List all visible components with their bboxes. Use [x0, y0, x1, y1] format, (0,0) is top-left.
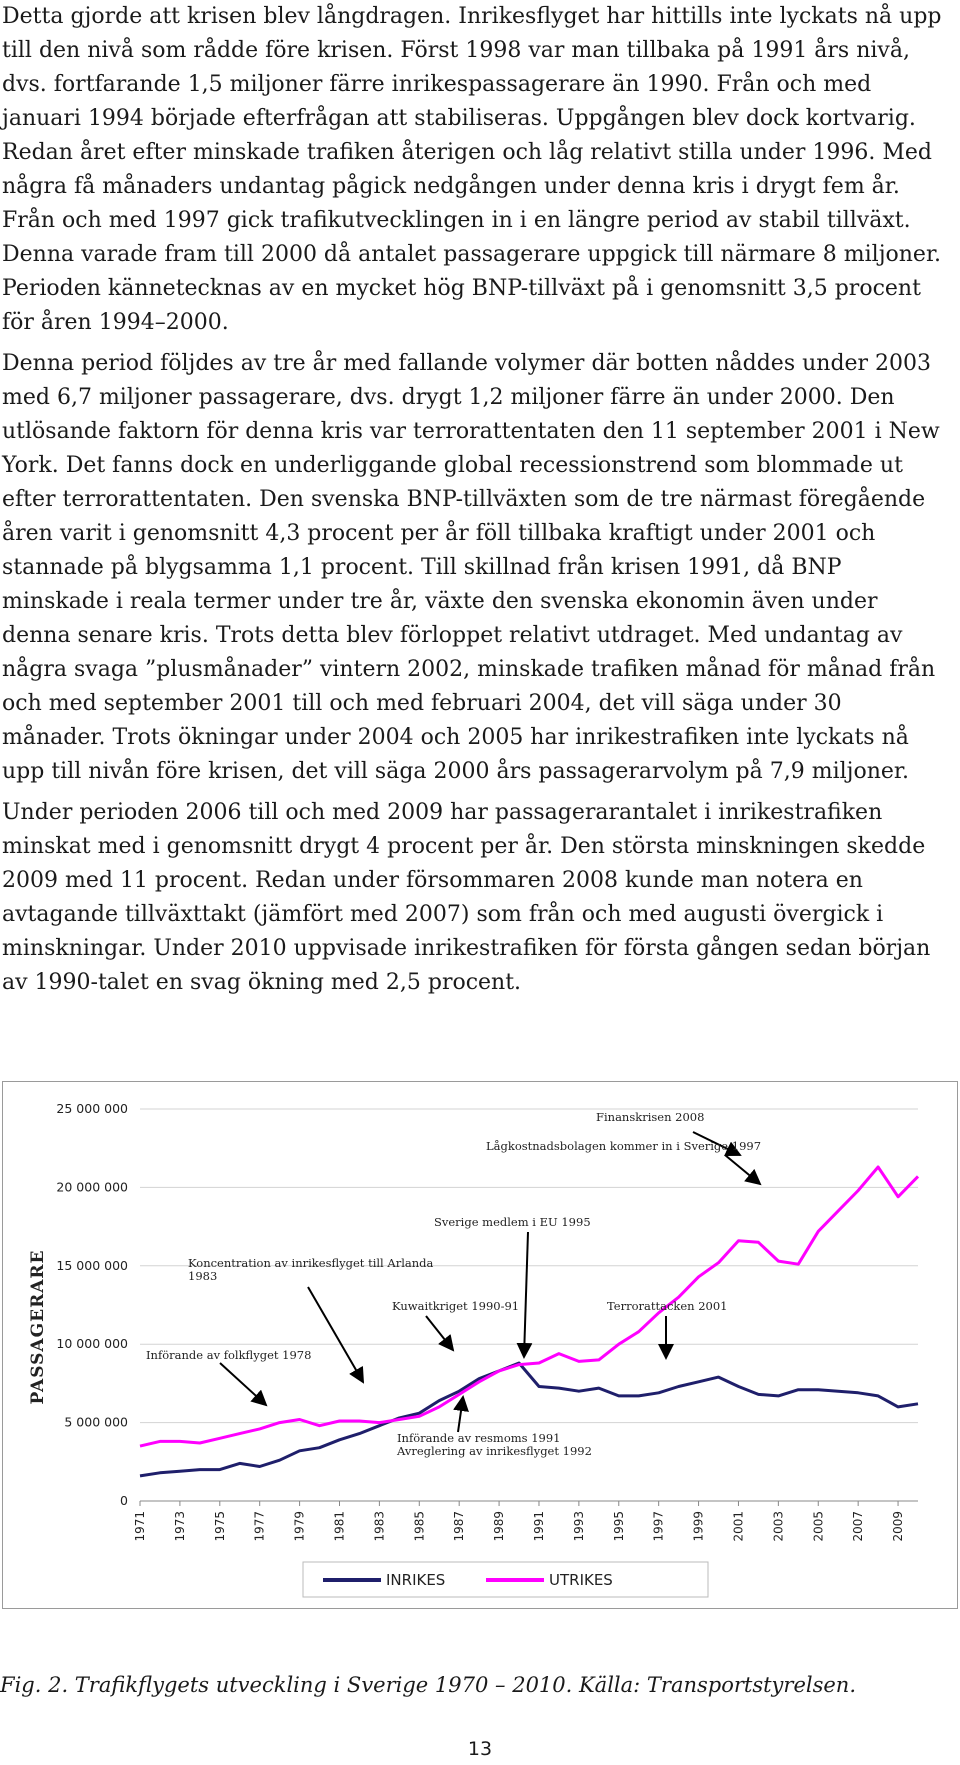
annotation-arrow	[524, 1232, 528, 1357]
legend-label-utrikes: UTRIKES	[549, 1571, 613, 1589]
annotation-arrow	[458, 1397, 463, 1432]
annotation-label: Införande av resmoms 1991 Avreglering av inrikesflyget 1992	[397, 1431, 592, 1458]
annotation-label: Finanskrisen 2008	[596, 1110, 705, 1124]
x-tick-label: 2001	[731, 1511, 746, 1542]
x-tick-label: 1993	[571, 1511, 586, 1542]
paragraph-2: Denna period följdes av tre år med fallande volymer där botten nåddes under 2003 med 6,7 miljoner passagerare, dvs. drygt 1,2 miljoner färre än under 2000. Den utlösande faktorn för denna kris var terrorattentaten den 11 september 2001 i New York. Det fanns dock en underliggande global recessionstrend som blommade ut efter terrorattentaten. Den svenska BNP-tillväxten som de tre närmast föregående åren varit i genomsnitt 4,3 procent per år föll tillbaka kraftigt under 2001 och stannade på blygsamma 1,1 procent. Till skillnad från krisen 1991, då BNP minskade i reala termer under tre år, växte den svenska ekonomin även under denna senare kris. Trots detta blev förloppet relativt utdraget. Med undantag av några svaga ”plusmånader” vintern 2002, minskade trafiken månad för månad från och med september 2001 till och med februari 2004, det vill säga under 30 månader. Trots ökningar under 2004 och 2005 har inrikestrafiken inte lyckats nå upp till nivån före krisen, det vill säga 2000 års passagerarvolym på 7,9 miljoner.	[2, 351, 940, 784]
annotation-arrow	[725, 1155, 760, 1184]
y-tick-label: 15 000 000	[56, 1257, 128, 1273]
chart-svg	[3, 1082, 957, 1608]
series-line-utrikes	[140, 1167, 918, 1446]
legend-label-inrikes: INRIKES	[386, 1571, 446, 1589]
x-tick-label: 1977	[252, 1511, 267, 1542]
annotation-label: Terrorattacken 2001	[607, 1299, 728, 1313]
passenger-chart	[2, 1081, 958, 1609]
x-tick-label: 1987	[452, 1511, 467, 1542]
x-tick-label: 1971	[133, 1511, 147, 1542]
series-line-inrikes	[140, 1363, 918, 1476]
annotation-label: Sverige medlem i EU 1995	[434, 1215, 591, 1229]
chart-annotations	[146, 1110, 761, 1458]
x-axis-ticks	[133, 1501, 905, 1542]
x-tick-label: 1981	[332, 1511, 347, 1542]
x-tick-label: 1983	[372, 1511, 387, 1542]
annotation-label: Lågkostnadsbolagen kommer in i Sverige 1997	[486, 1139, 762, 1153]
page-number: 13	[467, 1738, 493, 1760]
x-tick-label: 1991	[531, 1511, 546, 1542]
annotation-arrow	[220, 1363, 266, 1405]
x-tick-label: 1985	[412, 1511, 427, 1542]
y-axis-title: PASSAGERARE	[28, 1249, 48, 1405]
annotation-label: Koncentration av inrikesflyget till Arlanda 1983	[188, 1256, 434, 1283]
x-tick-label: 2009	[891, 1511, 906, 1542]
y-tick-label: 10 000 000	[56, 1336, 128, 1352]
x-tick-label: 1973	[172, 1511, 187, 1542]
y-tick-label: 25 000 000	[56, 1101, 128, 1116]
figure-caption: Fig. 2. Trafikflygets utveckling i Sverige 1970 – 2010. Källa: Transportstyrelsen.	[0, 1673, 857, 1697]
x-tick-label: 1995	[611, 1511, 626, 1542]
y-tick-label: 20 000 000	[56, 1179, 128, 1195]
x-tick-label: 2007	[851, 1511, 866, 1542]
x-tick-label: 1999	[691, 1511, 706, 1542]
annotation-arrow	[426, 1316, 453, 1350]
x-tick-label: 1997	[651, 1511, 666, 1542]
paragraph-1: Detta gjorde att krisen blev långdragen. Inrikesflyget har hittills inte lyckats nå upp till den nivå som rådde före krisen. Först 1998 var man tillbaka på 1991 års nivå, dvs. fortfarande 1,5 miljoner färre inrikespassagerare än 1990. Från och med januari 1994 började efterfrågan att stabiliseras. Uppgången blev dock kortvarig. Redan året efter minskade trafiken återigen och låg relativt stilla under 1996. Med några få månaders undantag pågick nedgången under denna kris i drygt fem år. Från och med 1997 gick trafikutvecklingen in i en längre period av stabil tillväxt. Denna varade fram till 2000 då antalet passagerare uppgick till närmare 8 miljoner. Perioden kännetecknas av en mycket hög BNP-tillväxt på i genomsnitt 3,5 procent för åren 1994–2000.	[2, 4, 942, 335]
x-tick-label: 1979	[292, 1511, 307, 1542]
paragraph-3: Under perioden 2006 till och med 2009 har passagerarantalet i inrikestrafiken minskat med i genomsnitt drygt 4 procent per år. Den största minskningen skedde 2009 med 11 procent. Redan under försommaren 2008 kunde man notera en avtagande tillväxttakt (jämfört med 2007) som från och med augusti övergick i minskningar. Under 2010 uppvisade inrikestrafiken för första gången sedan början av 1990-talet en svag ökning med 2,5 procent.	[2, 800, 931, 995]
annotation-label: Kuwaitkriget 1990-91	[392, 1299, 520, 1313]
x-tick-label: 1989	[492, 1511, 507, 1542]
y-tick-label: 5 000 000	[64, 1414, 128, 1430]
y-axis-ticks	[56, 1101, 128, 1508]
x-tick-label: 1975	[212, 1511, 227, 1542]
x-tick-label: 2005	[811, 1511, 826, 1542]
annotation-arrow	[308, 1287, 363, 1382]
x-tick-label: 2003	[771, 1511, 786, 1542]
series-lines	[140, 1167, 918, 1476]
body-text	[2, 0, 947, 1007]
annotation-label: Införande av folkflyget 1978	[146, 1348, 312, 1362]
y-tick-label: 0	[120, 1493, 128, 1508]
chart-legend	[303, 1562, 708, 1597]
